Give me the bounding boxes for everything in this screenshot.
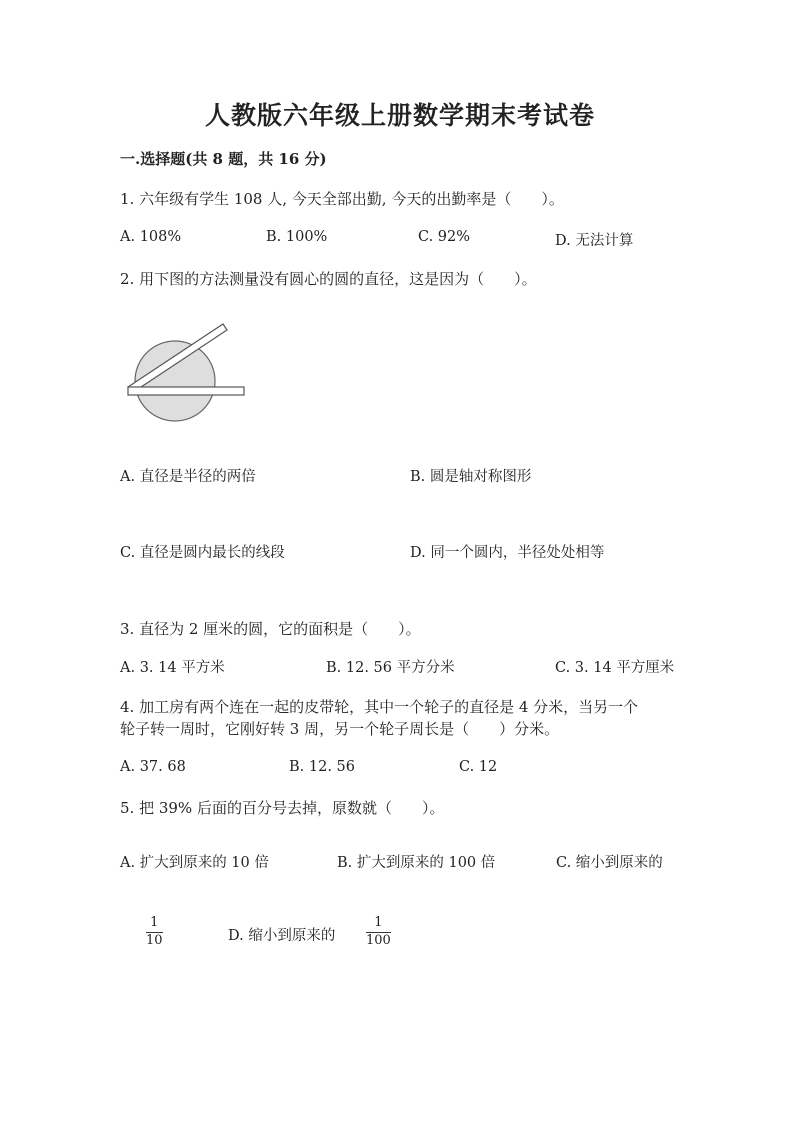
question-4-option-c: C. 12 [459, 759, 498, 775]
question-3-option-a: A. 3. 14 平方米 [120, 660, 225, 676]
question-5-option-c: C. 缩小到原来的 [556, 855, 663, 871]
fraction-numerator: 1 [150, 915, 159, 930]
circle-ruler-illustration [120, 318, 250, 423]
section-heading: 一.选择题(共 8 题，共 16 分) [120, 150, 327, 168]
horizontal-ruler [128, 387, 244, 395]
question-1-option-d: D. 无法计算 [555, 233, 634, 249]
question-5-stem: 5. 把 39% 后面的百分号去掉，原数就（ ）。 [120, 799, 445, 817]
question-4-stem-line2: 轮子转一周时，它刚好转 3 周，另一个轮子周长是（ ）分米。 [120, 720, 560, 738]
fraction-denominator: 100 [366, 932, 391, 948]
question-3-option-c: C. 3. 14 平方厘米 [555, 660, 675, 676]
question-4-option-b: B. 12. 56 [289, 759, 355, 775]
question-4-option-a: A. 37. 68 [120, 759, 186, 775]
question-5-option-b: B. 扩大到原来的 100 倍 [337, 855, 496, 871]
question-4-stem-line1: 4. 加工房有两个连在一起的皮带轮，其中一个轮子的直径是 4 分米，当另一个 [120, 698, 639, 716]
question-1-option-a: A. 108% [120, 229, 182, 245]
question-1-option-c: C. 92% [418, 229, 471, 245]
fraction-numerator: 1 [374, 915, 383, 930]
question-3-option-b: B. 12. 56 平方分米 [326, 660, 455, 676]
question-1-stem: 1. 六年级有学生 108 人, 今天全部出勤, 今天的出勤率是（ ）。 [120, 190, 564, 208]
question-5-option-a: A. 扩大到原来的 10 倍 [120, 855, 269, 871]
circle-ruler-figure [120, 318, 250, 427]
question-2-option-b: B. 圆是轴对称图形 [410, 469, 532, 485]
fraction-one-tenth [146, 916, 163, 949]
fraction-denominator: 10 [146, 932, 163, 948]
question-5-option-d: D. 缩小到原来的 [228, 928, 336, 944]
question-1-option-b: B. 100% [266, 229, 328, 245]
question-2-option-c: C. 直径是圆内最长的线段 [120, 545, 285, 561]
question-2-stem: 2. 用下图的方法测量没有圆心的圆的直径，这是因为（ ）。 [120, 270, 537, 288]
question-3-stem: 3. 直径为 2 厘米的圆，它的面积是（ ）。 [120, 620, 421, 638]
question-2-option-a: A. 直径是半径的两倍 [120, 469, 256, 485]
fraction-one-hundredth [366, 916, 391, 949]
question-2-option-d: D. 同一个圆内，半径处处相等 [410, 545, 605, 561]
page-title: 人教版六年级上册数学期末考试卷 [204, 101, 595, 130]
